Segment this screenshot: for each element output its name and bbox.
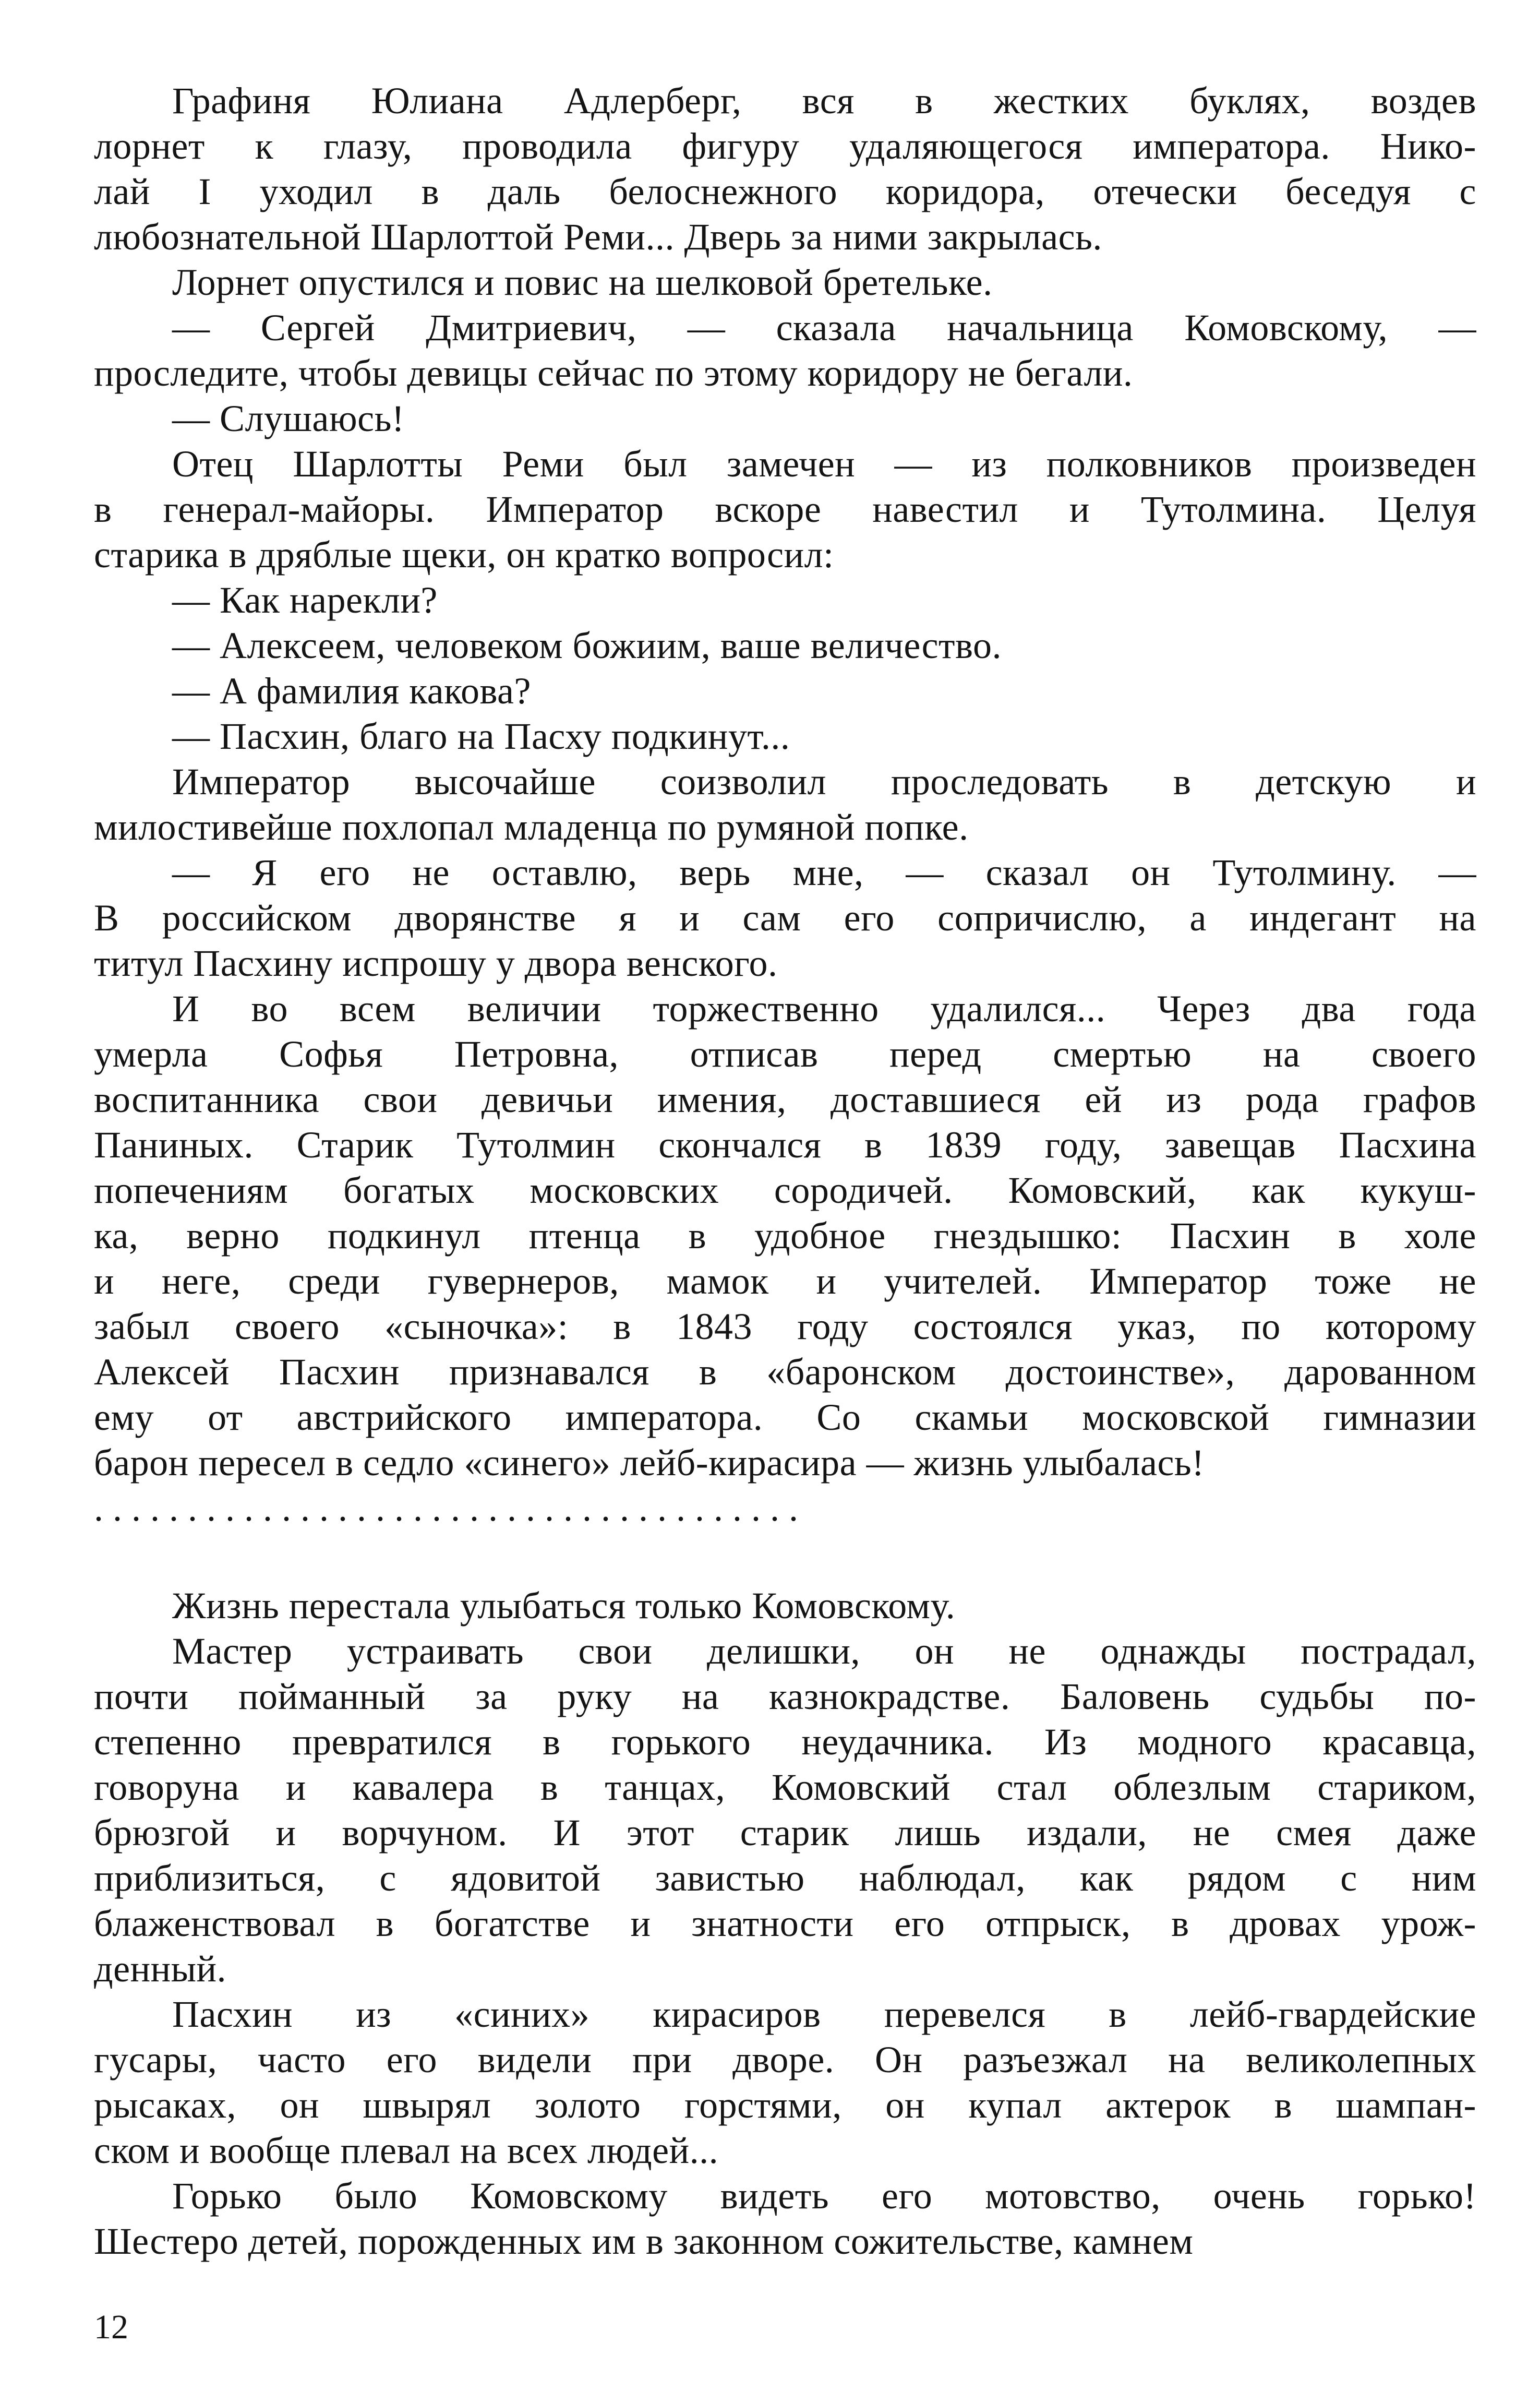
text-line: Лорнет опустился и повис на шелковой бретельке. [172, 261, 993, 303]
text-line: Алексей Пасхин признавался в «баронском достоинстве», дарованном [94, 1351, 1476, 1393]
paragraph [94, 305, 1476, 396]
paragraph [94, 714, 1476, 759]
text-line: И во всем величии торжественно удалился... Через два года [172, 988, 1476, 1030]
text-line: лай I уходил в даль белоснежного коридора, отечески беседуя с [94, 171, 1476, 212]
text-line: — Я его не оставлю, верь мне, — сказал он Тутолмину. — [172, 852, 1476, 893]
text-line: — Пасхин, благо на Пасху подкинут... [172, 715, 790, 757]
text-line: почти пойманный за руку на казнокрадстве. Баловень судьбы по- [94, 1676, 1476, 1717]
paragraph [94, 623, 1476, 668]
text-line: Отец Шарлотты Реми был замечен — из полковников произведен [172, 443, 1476, 485]
text-line: брюзгой и ворчуном. И этот старик лишь издали, не смея даже [94, 1812, 1476, 1854]
text-line: попечениям богатых московских сородичей. Комовский, как кукуш- [94, 1169, 1476, 1211]
paragraph [94, 1992, 1476, 2173]
text-line: милостивейше похлопал младенца по румяной попке. [94, 806, 969, 848]
text-line: проследите, чтобы девицы сейчас по этому коридору не бегали. [94, 352, 1133, 394]
paragraph [94, 2173, 1476, 2264]
text-line: — Как нарекли? [172, 579, 438, 621]
text-line: ском и вообще плевал на всех людей... [94, 2130, 719, 2171]
text-line: — А фамилия какова? [172, 670, 531, 712]
text-line: В российском дворянстве я и сам его сопричислю, а индегант на [94, 897, 1476, 939]
text-line: умерла Софья Петровна, отписав перед смертью на своего [94, 1033, 1476, 1075]
text-line: ка, верно подкинул птенца в удобное гнездышко: Пасхин в холе [94, 1215, 1476, 1257]
text-line: рысаках, он швырял золото горстями, он купал актерок в шампан- [94, 2084, 1476, 2126]
paragraph [94, 260, 1476, 305]
text-line: барон пересел в седло «синего» лейб-кирасира — жизнь улыбалась! [94, 1442, 1205, 1484]
section-gap [94, 1531, 1476, 1583]
page-number: 12 [94, 2308, 128, 2346]
paragraph [94, 668, 1476, 714]
text-line: и неге, среди гувернеров, мамок и учителей. Император тоже не [94, 1260, 1476, 1302]
paragraph [94, 850, 1476, 986]
text-line: титул Пасхину испрошу у двора венского. [94, 942, 778, 984]
text-line: Император высочайше соизволил проследовать в детскую и [172, 761, 1476, 803]
text-after-break [94, 1583, 1476, 2264]
text-line: Мастер устраивать свои делишки, он не однажды пострадал, [172, 1630, 1476, 1672]
paragraph [94, 396, 1476, 441]
book-page [94, 78, 1476, 2264]
section-separator: . . . . . . . . . . . . . . . . . . . . . . . . . . . . . . . . . . . . . . [94, 1487, 798, 1529]
paragraph [94, 1583, 1476, 1629]
text-line: Жизнь перестала улыбаться только Комовскому. [172, 1585, 956, 1627]
text-line: Паниных. Старик Тутолмин скончался в 1839 году, завещав Пасхина [94, 1124, 1476, 1166]
paragraph [94, 759, 1476, 850]
text-before-break [94, 78, 1476, 1486]
text-line: говоруна и кавалера в танцах, Комовский стал облезлым стариком, [94, 1766, 1476, 1808]
paragraph [94, 578, 1476, 623]
text-line: Горько было Комовскому видеть его мотовство, очень горько! [172, 2175, 1476, 2217]
text-line: гусары, часто его видели при дворе. Он разъезжал на великолепных [94, 2039, 1476, 2081]
text-line: — Сергей Дмитриевич, — сказала начальница Комовскому, — [172, 307, 1476, 349]
text-line: — Слушаюсь! [172, 398, 405, 439]
text-line: Графиня Юлиана Адлерберг, вся в жестких буклях, воздев [172, 80, 1476, 122]
text-line: в генерал-майоры. Император вскоре навестил и Тутолмина. Целуя [94, 488, 1476, 530]
text-line: Шестеро детей, порожденных им в законном сожительстве, камнем [94, 2220, 1194, 2262]
text-line: — Алексеем, человеком божиим, ваше величество. [172, 625, 1002, 666]
paragraph [94, 1629, 1476, 1992]
text-line: приблизиться, с ядовитой завистью наблюдал, как рядом с ним [94, 1857, 1476, 1899]
text-line: забыл своего «сыночка»: в 1843 году состоялся указ, по которому [94, 1306, 1476, 1347]
text-line: любознательной Шарлоттой Реми... Дверь за ними закрылась. [94, 216, 1102, 258]
text-line: воспитанника свои девичьи имения, доставшиеся ей из рода графов [94, 1079, 1476, 1120]
text-line: ему от австрийского императора. Со скамьи московской гимназии [94, 1396, 1476, 1438]
paragraph [94, 986, 1476, 1486]
text-line: денный. [94, 1948, 227, 1990]
text-line: лорнет к глазу, проводила фигуру удаляющегося императора. Нико- [94, 125, 1476, 167]
text-line: Пасхин из «синих» кирасиров перевелся в лейб-гвардейские [172, 1993, 1476, 2035]
text-line: блаженствовал в богатстве и знатности его отпрыск, в дровах урож- [94, 1903, 1476, 1944]
paragraph [94, 441, 1476, 578]
text-line: старика в дряблые щеки, он кратко вопросил: [94, 534, 834, 576]
paragraph [94, 78, 1476, 260]
text-line: степенно превратился в горького неудачника. Из модного красавца, [94, 1721, 1476, 1763]
